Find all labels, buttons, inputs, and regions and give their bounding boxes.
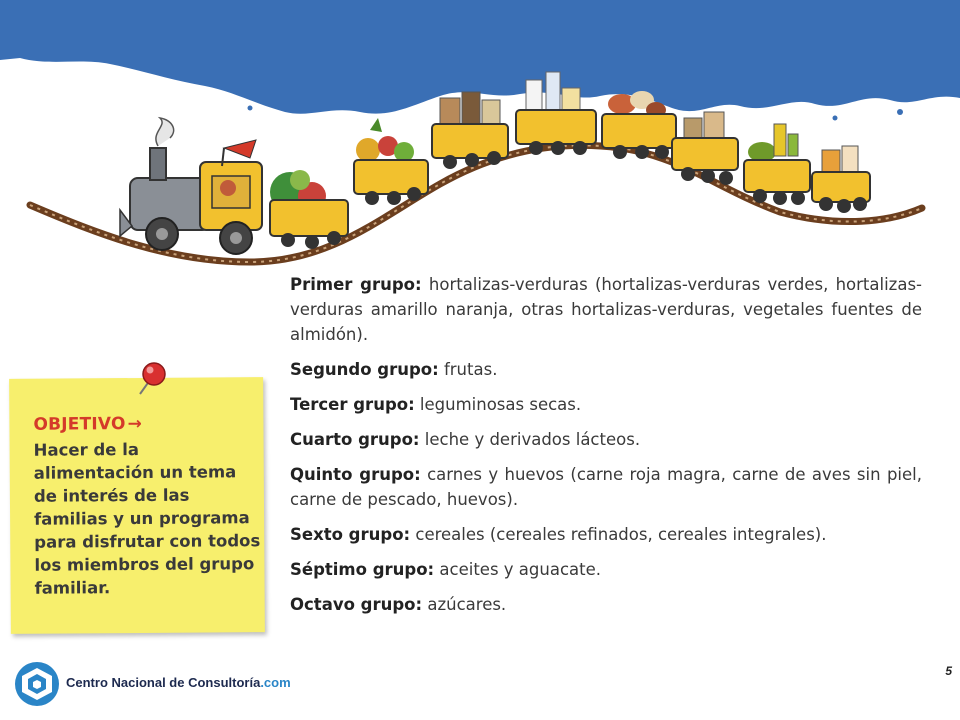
objective-title (33, 414, 142, 435)
food-group-7 (290, 557, 922, 582)
food-group-4 (290, 427, 922, 452)
group-description: azúcares. (422, 595, 507, 614)
food-group-5 (290, 462, 922, 512)
company-domain: .com (260, 675, 291, 690)
wagon-vegetables (270, 170, 348, 249)
food-group-1 (290, 272, 922, 347)
group-name: Primer grupo: (290, 275, 422, 294)
company-name (66, 675, 291, 690)
wagon-cereals (672, 112, 738, 185)
group-description: hortalizas-verduras (hortalizas-verduras verdes, hortalizas-verduras amarillo naranja, otras hortalizas-verduras, vegetales fuentes de almidón). (290, 275, 923, 344)
food-group-8 (290, 592, 922, 617)
objective-sticky-note (9, 377, 265, 634)
locomotive (120, 118, 262, 254)
group-name: Séptimo grupo: (290, 560, 435, 579)
food-group-2 (290, 357, 922, 382)
pushpin-icon (130, 358, 174, 402)
group-name: Octavo grupo: (290, 595, 423, 614)
group-description: aceites y aguacate. (434, 560, 601, 579)
group-name: Segundo grupo: (290, 360, 439, 379)
wagon-sugars (812, 146, 870, 213)
page-number: 5 (945, 664, 952, 678)
food-group-3 (290, 392, 922, 417)
company-name-text: Centro Nacional de Consultoría (66, 675, 261, 690)
wagon-oils (744, 124, 810, 205)
group-name: Cuarto grupo: (290, 430, 420, 449)
group-description: cereales (cereales refinados, cereales integrales). (410, 525, 827, 544)
group-description: leche y derivados lácteos. (419, 430, 641, 449)
food-group-6 (290, 522, 922, 547)
group-name: Tercer grupo: (290, 395, 415, 414)
objective-text: Hacer de la alimentación un tema de interés de las familias y un programa para disfrutar con todos los miembros del grupo familiar. (33, 439, 261, 598)
group-description: leguminosas secas. (414, 395, 582, 414)
food-groups-list (290, 272, 922, 627)
train-illustration (0, 0, 960, 270)
group-name: Quinto grupo: (290, 465, 421, 484)
group-description: carnes y huevos (carne roja magra, carne de aves sin piel, carne de pescado, huevos). (290, 465, 922, 509)
wagon-fruits (354, 118, 428, 205)
company-logo (14, 660, 60, 708)
group-name: Sexto grupo: (290, 525, 411, 544)
objective-title-text: OBJETIVO (33, 414, 126, 435)
arrow-right-icon: → (127, 413, 143, 435)
group-description: frutas. (438, 360, 498, 379)
wagon-legumes (432, 92, 508, 169)
